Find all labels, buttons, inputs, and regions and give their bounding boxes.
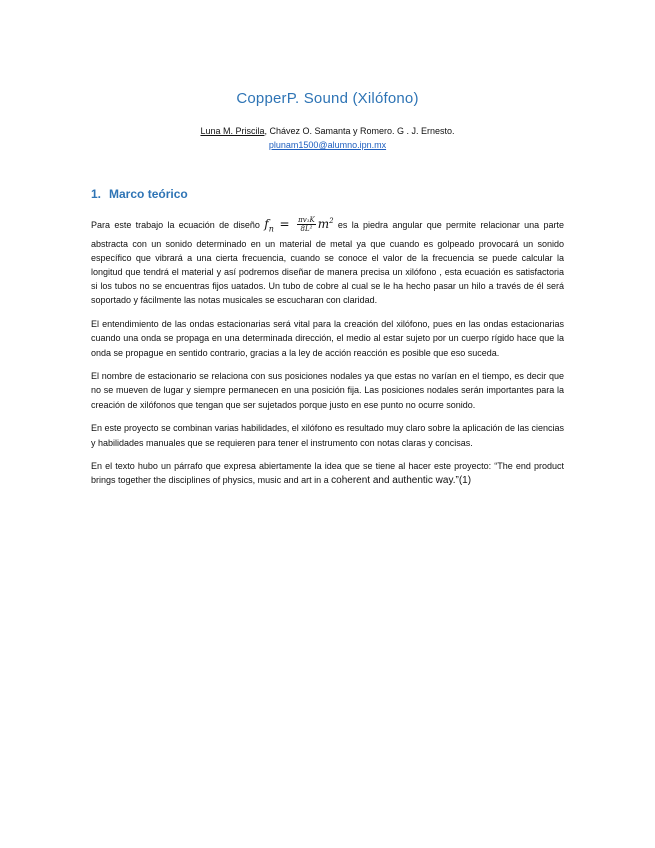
eq-tail: m	[317, 217, 330, 231]
section-body	[91, 214, 564, 498]
citation-ref: (1)	[458, 475, 472, 487]
paragraph-text: Para este trabajo la ecuación de diseño	[91, 220, 260, 230]
paragraph-text: es la piedra angular que permite relacionar una parte abstracta con un sonido determinado en un material de metal ya que cuando es golpeado provocará un sonido específico que vibrará a una cierta frecuencia, cuando se conoce el valor de la frecuencia se puede calcular la longitud que tendrá el material y así podremos diseñar de manera precisa un xilófono , esta ecuación es satisfactoria si los tubos no se encuentras fijos uatados. Un tubo de cobre al cual se le ha hecho pasar un hilo a través de él será soportado y fácilmente las notas musicales se escucharan con claridad.	[91, 220, 564, 306]
eq-fraction	[297, 216, 316, 233]
paper-title: CopperP. Sound (Xilófono)	[236, 90, 419, 107]
section-heading	[91, 187, 188, 201]
paragraph: El nombre de estacionario se relaciona con sus posiciones nodales ya que estas no varían en el tiempo, es decir que no se mueven de lugar y siempre permanecen en una posición fija. Las posiciones nodales serán importantes para la creación de xilófonos que tengan que ser sujetados porque justo en ese punto no ocurre sonido.	[91, 371, 564, 410]
co-authors: , Chávez O. Samanta y Romero. G . J. Ernesto.	[264, 126, 455, 136]
section-number: 1.	[91, 187, 102, 201]
eq-equals: =	[273, 217, 296, 231]
section-title: Marco teórico	[109, 187, 188, 201]
paragraph: El entendimiento de las ondas estacionarias será vital para la creación del xilófono, pues en las ondas estacionarias cuando una onda se propaga en una determinada dirección, el medio al estar sujeto por un cuerpo rígido hace que la onda se propague en sentido contrario, gracias a la ley de acción reacción es posible que eso suceda.	[91, 319, 564, 358]
eq-lhs: f	[264, 217, 269, 231]
first-author: Luna M. Priscila	[200, 126, 265, 136]
paragraph-text: En el texto hubo un párrafo que expresa abiertamente la idea que se tiene al hacer este proyecto: “The end product brings together the disciplines of physics, music and art in a	[91, 461, 564, 486]
paragraph: En este proyecto se combinan varias habilidades, el xilófono es resultado muy claro sobre la aplicación de las ciencias y habilidades manuales que se requieren para tener el instrumento con notas claras y concisas.	[91, 423, 564, 448]
author-email-link[interactable]: plunam1500@alumno.ipn.mx	[268, 140, 387, 150]
design-equation	[264, 216, 334, 234]
quote-text: coherent and authentic way.”	[331, 475, 459, 487]
eq-numerator: πv₁K	[298, 216, 315, 224]
author-line	[0, 124, 655, 138]
eq-lhs-sub: n	[268, 224, 274, 234]
paragraph	[91, 214, 564, 308]
paragraph	[91, 459, 564, 488]
author-block	[0, 124, 655, 152]
eq-tail-sup: 2	[329, 217, 334, 225]
eq-denominator: 8L²	[300, 225, 313, 233]
